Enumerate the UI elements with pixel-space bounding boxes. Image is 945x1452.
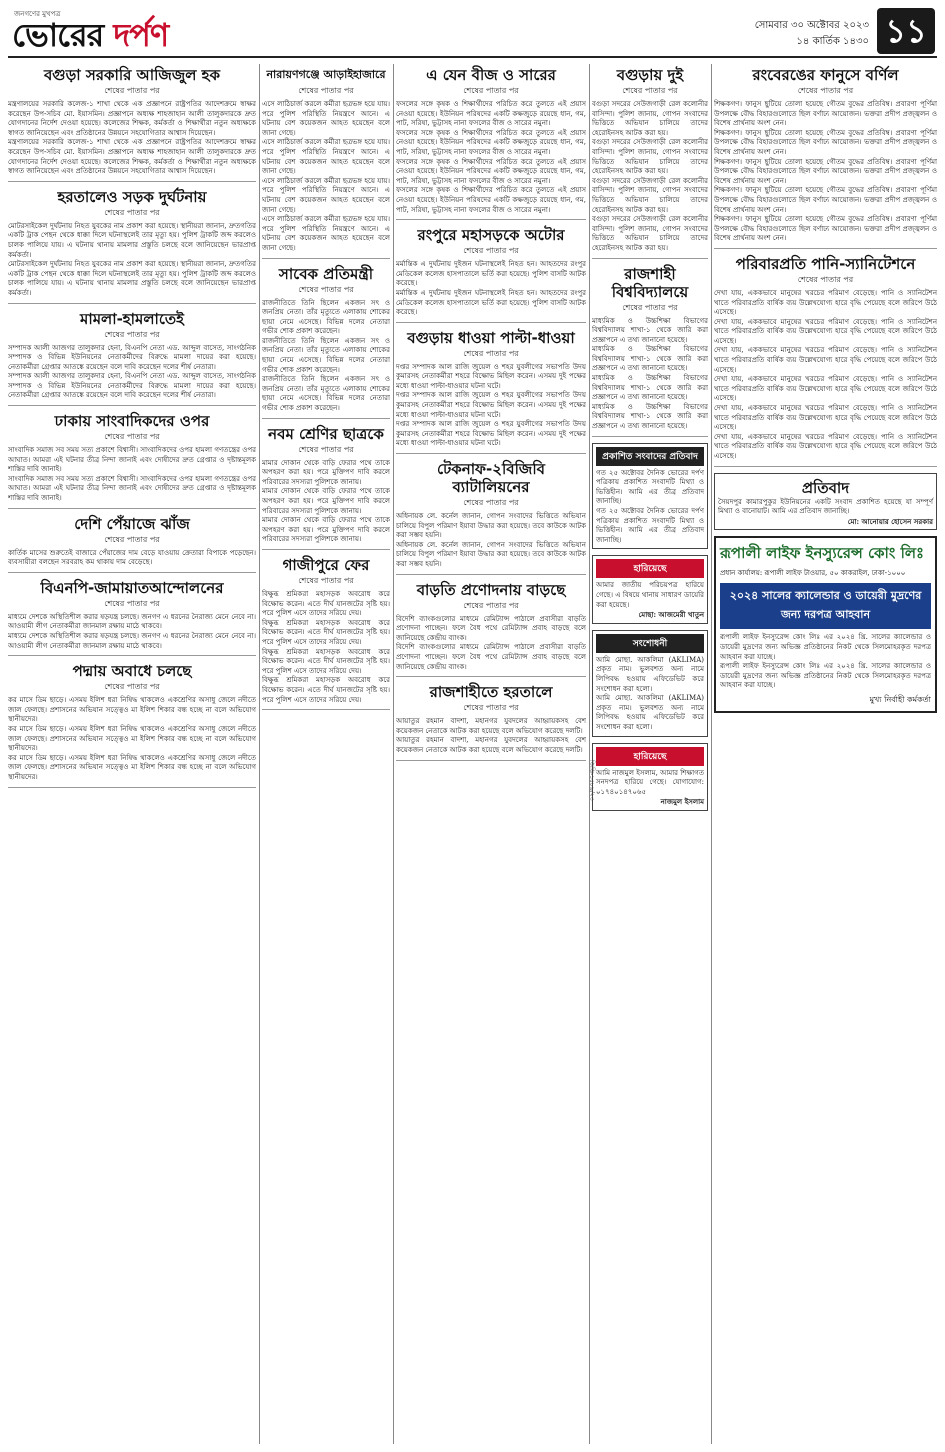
article-headline: মামলা-হামলাতেই <box>80 309 184 328</box>
article <box>592 66 708 259</box>
tagline: জনগণের মুখপত্র <box>14 10 61 18</box>
article-body-filler: বগুড়া সদরের সেউজগাড়ী রেল কলোনীর বাসিন্দা। পুলিশ জানায়, গোপন সংবাদের ভিত্তিতে অভিযান চালিয়ে তাদের হেরোইনসহ আটক করা হয়। <box>592 138 708 176</box>
article <box>396 683 586 760</box>
correction-body-filler: আমি মোছা. আকলিমা (AKLIMA) প্রকৃত নাম। ভুলবশত অন্য নামে লিপিবদ্ধ হওয়ায় এফিডেভিট করে সংশোধন করা হলো। <box>596 694 704 731</box>
article-headline: গাজীপুরে ফের <box>282 555 370 574</box>
article-headline: টেকনাফ-২বিজিবি ব্যাটালিয়নের <box>437 460 545 497</box>
article <box>8 310 256 407</box>
article-body-filler: মাধ্যমে দেশকে অস্থিতিশীল করার ষড়যন্ত্র চলছে। জনগণ এ ধরনের নৈরাজ্য মেনে নেবে না। আওয়ামী লীগ নেতাকর্মীরা জানমাল রক্ষায় মাঠে থাকবে। <box>8 632 256 650</box>
article-body: দেখা যায়, এককভাবে মানুষের খরচের পরিমাণ বেড়েছে। পানি ও স্যানিটেশন খাতে পরিবারপ্রতি বার্ষিক ব্যয় উল্লেখযোগ্য হারে বৃদ্ধি পেয়েছে বলে জরিপে উঠে এসেছে। <box>714 288 937 317</box>
article-body: শিক্ষকগণ। ফানুস ছুটিয়ে তোলা হয়েছে গৌতম বুদ্ধের প্রতিবিম্ব। প্রবারণা পূর্ণিমা উপলক্ষে বৌদ্ধ বিহারগুলোতে ছিল বর্ণাঢ্য আয়োজন। ভক্তরা প্রদীপ প্রজ্জ্বলন ও বিশেষ প্রার্থনায় অংশ নেন। <box>714 100 937 128</box>
continued-label: শেষের পাতার পর <box>104 534 160 544</box>
article-headline: রাজশাহীতে হরতালে <box>429 683 553 702</box>
logo-part2: দর্পণ <box>103 16 169 54</box>
article-body: সম্পাদক আলী আজগর তালুকদার হেনা, বিএনপি নেতা এড. আব্দুল বাসেত, সাংগঠনিক সম্পাদক ও বিভিন্ন ইউনিয়নের নেতাকর্মীদের বিরুদ্ধে মামলা দায়ের করা হয়েছে। নেতাকর্মীরা গ্রেপ্তার আতঙ্কে রয়েছেন বলে দাবি করেছেন দলের শীর্ষ নেতারা। <box>8 343 256 371</box>
newspaper-logo <box>12 10 168 64</box>
article-body-filler: দেখা যায়, এককভাবে মানুষের খরচের পরিমাণ বেড়েছে। পানি ও স্যানিটেশন খাতে পরিবারপ্রতি বার্ষিক ব্যয় উল্লেখযোগ্য হারে বৃদ্ধি পেয়েছে বলে জরিপে উঠে এসেছে। <box>714 317 937 345</box>
column-1 <box>8 64 256 1444</box>
article <box>8 579 256 656</box>
article-headline: হরতালেও সড়ক দুর্ঘটনায় <box>57 187 207 206</box>
continued-label: শেষের পাতার পর <box>104 598 160 608</box>
article-body-filler: বিক্ষুব্ধ শ্রমিকরা মহাসড়ক অবরোধ করে বিক্ষোভ করেন। এতে দীর্ঘ যানজটের সৃষ্টি হয়। পরে পুলিশ এসে তাদের সরিয়ে দেয়। <box>262 676 390 704</box>
article-headline: পদ্মায় অবাধে চলছে <box>72 662 192 681</box>
masthead <box>8 8 937 58</box>
notice-body: গত ২৫ অক্টোবর দৈনিক ভোরের দর্পণ পত্রিকায় প্রকাশিত সংবাদটি মিথ্যা ও ভিত্তিহীন। আমি এর তীব্র প্রতিবাদ জানাচ্ছি। <box>596 468 704 506</box>
article-body-filler: দপ্তর সম্পাদক আল রাজি জুয়েল ও শহর যুবলীগের সভাপতি উদয় কুমারসহ নেতাকর্মীরা শহরে বিক্ষোভ মিছিল করেন। এসময় দুই পক্ষের মধ্যে ধাওয়া পাল্টা-ধাওয়ার ঘটনা ঘটে। <box>396 420 586 448</box>
article-body: মোটরসাইকেল দুর্ঘটনায় নিহত যুবকের নাম প্রকাশ করা হয়েছে। স্থানীয়রা জানান, দ্রুতগতির একটি ট্রাক পেছন থেকে ধাক্কা দিলে ঘটনাস্থলেই তার মৃত্যু হয়। পুলিশ ট্রাকটি জব্দ করলেও চালক পালিয়ে যায়। এ ঘটনায় থানায় মামলার প্রস্তুতি চলছে বলে জানিয়েছেন ভারপ্রাপ্ত কর্মকর্তা। <box>8 221 256 259</box>
column-divider <box>393 64 394 1444</box>
article-body: মন্ত্রণালয়ের সরকারি কলেজ-১ শাখা থেকে এক প্রজ্ঞাপনে রাষ্ট্রপতির আদেশক্রমে স্বাক্ষর করেছেন উপ-সচিব মো. ইয়াসমিন। প্রজ্ঞাপনে অধ্যক্ষ শাহজাহান আলী তালুকদারকে দ্রুত যোগদানের নির্দেশ দেওয়া হয়েছে। কলেজের শিক্ষক, কর্মকর্তা ও শিক্ষার্থীরা নতুন অধ্যক্ষকে স্বাগত জানিয়েছেন এবং প্রতিষ্ঠানের উন্নয়নে সহযোগিতার আশ্বাস দিয়েছেন। <box>8 100 256 137</box>
correction-body: আমি মোছা. আকলিমা (AKLIMA) প্রকৃত নাম। ভুলবশত অন্য নামে লিপিবদ্ধ হওয়ায় এফিডেভিট করে সংশোধন করা হলো। <box>596 655 704 693</box>
article <box>8 515 256 573</box>
article-body-filler: মাধ্যমিক ও উচ্চশিক্ষা বিভাগের বিশ্ববিদ্যালয় শাখা-১ থেকে জারি করা প্রজ্ঞাপনে এ তথ্য জানানো হয়েছে। <box>592 345 708 373</box>
lost-notice-sign: নাজমুল ইসলাম <box>660 797 704 807</box>
article-body-filler: মর্মান্তিক এ দুর্ঘটনায় দুইজন ঘটনাস্থলেই নিহত হন। আহতদের রংপুর মেডিকেল কলেজ হাসপাতালে ভর্তি করা হয়েছে। পুলিশ বাসটি আটক করেছে। <box>396 288 586 317</box>
article-body-filler: ফসলের সঙ্গে কৃষক ও শিক্ষার্থীদের পরিচিত করে তুলতে এই প্রয়াস নেওয়া হয়েছে। ইউনিয়ন পরিষদের একটি কক্ষজুড়ে রয়েছে ধান, গম, পাট, সরিষা, ভুট্টাসহ নানা ফসলের বীজ ও সারের নমুনা। <box>396 157 586 185</box>
article-headline: ঢাকায় সাংবাদিকদের ওপর <box>54 412 210 431</box>
notice-box <box>592 443 708 550</box>
date-bengali: ১৪ কার্তিক ১৪৩০ <box>796 36 869 47</box>
article <box>262 556 390 710</box>
article-body-filler: শিক্ষকগণ। ফানুস ছুটিয়ে তোলা হয়েছে গৌতম বুদ্ধের প্রতিবিম্ব। প্রবারণা পূর্ণিমা উপলক্ষে বৌদ্ধ বিহারগুলোতে ছিল বর্ণাঢ্য আয়োজন। ভক্তরা প্রদীপ প্রজ্জ্বলন ও বিশেষ প্রার্থনায় অংশ নেন। <box>714 186 937 214</box>
column-5 <box>714 64 937 1444</box>
article <box>262 66 390 259</box>
continued-label: শেষের পাতার পর <box>463 86 519 95</box>
ad-body-filler: রূপালী লাইফ ইনস্যুরেন্স কোং লিঃ এর ২০২৪ খ্রি. সালের ক্যালেন্ডার ও ডায়েরী মুদ্রণের জন্য অভিজ্ঞ প্রতিষ্ঠানের নিকট থেকে সিলমোহরকৃত দরপত্র আহবান করা যাচ্ছে। <box>720 662 931 690</box>
article-body-filler: বিক্ষুব্ধ শ্রমিকরা মহাসড়ক অবরোধ করে বিক্ষোভ করেন। এতে দীর্ঘ যানজটের সৃষ্টি হয়। পরে পুলিশ এসে তাদের সরিয়ে দেয়। <box>262 647 390 675</box>
notice-body-filler: গত ২৫ অক্টোবর দৈনিক ভোরের দর্পণ পত্রিকায় প্রকাশিত সংবাদটি মিথ্যা ও ভিত্তিহীন। আমি এর তীব্র প্রতিবাদ জানাচ্ছি। <box>596 507 704 544</box>
article-body: বিদেশি ব্যাংকগুলোর মাধ্যমে রেমিট্যান্স পাঠালে প্রবাসীরা বাড়তি প্রণোদনা পাচ্ছেন। ফলে বৈধ পথে রেমিট্যান্স প্রবাহ বাড়ছে বলে জানিয়েছে কেন্দ্রীয় ব্যাংক। <box>396 614 586 642</box>
article-headline: বগুড়ায় দুই <box>616 66 684 84</box>
correction-box <box>592 630 708 737</box>
article-body-filler: কর মাসে ডিম ছাড়ে। এসময় ইলিশ ধরা নিষিদ্ধ থাকলেও একশ্রেণির অসাধু জেলে নদীতে জাল ফেলছে। প্রশাসনের অভিযান সত্ত্বেও মা ইলিশ শিকার বন্ধ হচ্ছে না বলে অভিযোগ স্থানীয়দের। <box>8 753 256 781</box>
continued-label: শেষের পাতার পর <box>104 432 160 442</box>
continued-label: শেষের পাতার পর <box>622 302 678 312</box>
article-headline: রাজশাহী বিশ্ববিদ্যালয়ে <box>611 264 689 301</box>
article-body: ফসলের সঙ্গে কৃষক ও শিক্ষার্থীদের পরিচিত করে তুলতে এই প্রয়াস নেওয়া হয়েছে। ইউনিয়ন পরিষদের একটি কক্ষজুড়ে রয়েছে ধান, গম, পাট, সরিষা, ভুট্টাসহ নানা ফসলের বীজ ও সারের নমুনা। <box>396 100 586 128</box>
article-body: মাধ্যমিক ও উচ্চশিক্ষা বিভাগের বিশ্ববিদ্যালয় শাখা-১ থেকে জারি করা প্রজ্ঞাপনে এ তথ্য জানানো হয়েছে। <box>592 316 708 344</box>
article-body-filler: মন্ত্রণালয়ের সরকারি কলেজ-১ শাখা থেকে এক প্রজ্ঞাপনে রাষ্ট্রপতির আদেশক্রমে স্বাক্ষর করেছেন উপ-সচিব মো. ইয়াসমিন। প্রজ্ঞাপনে অধ্যক্ষ শাহজাহান আলী তালুকদারকে দ্রুত যোগদানের নির্দেশ দেওয়া হয়েছে। কলেজের শিক্ষক, কর্মকর্তা ও শিক্ষার্থীরা নতুন অধ্যক্ষকে স্বাগত জানিয়েছেন এবং প্রতিষ্ঠানের উন্নয়নে সহযোগিতার আশ্বাস দিয়েছেন। <box>8 138 256 176</box>
continued-label: শেষের পাতার পর <box>298 284 354 294</box>
continued-label: শেষের পাতার পর <box>797 86 854 95</box>
insurance-ad <box>714 536 937 713</box>
article-body: রাজনীতিতে তিনি ছিলেন একজন সৎ ও জনপ্রিয় নেতা। তাঁর মৃত্যুতে এলাকায় শোকের ছায়া নেমে এসেছে। বিভিন্ন দলের নেতারা গভীর শোক প্রকাশ করেছেন। <box>262 298 390 336</box>
column-divider <box>589 64 590 1444</box>
article-body: মর্মান্তিক এ দুর্ঘটনায় দুইজন ঘটনাস্থলেই নিহত হন। আহতদের রংপুর মেডিকেল কলেজ হাসপাতালে ভর্তি করা হয়েছে। পুলিশ বাসটি আটক করেছে। <box>396 260 586 288</box>
article-body-filler: দপ্তর সম্পাদক আল রাজি জুয়েল ও শহর যুবলীগের সভাপতি উদয় কুমারসহ নেতাকর্মীরা শহরে বিক্ষোভ মিছিল করেন। এসময় দুই পক্ষের মধ্যে ধাওয়া পাল্টা-ধাওয়ার ঘটনা ঘটে। <box>396 391 586 419</box>
article-body: বগুড়া সদরের সেউজগাড়ী রেল কলোনীর বাসিন্দা। পুলিশ জানায়, গোপন সংবাদের ভিত্তিতে অভিযান চালিয়ে তাদের হেরোইনসহ আটক করা হয়। <box>592 100 708 137</box>
article-body-filler: ফসলের সঙ্গে কৃষক ও শিক্ষার্থীদের পরিচিত করে তুলতে এই প্রয়াস নেওয়া হয়েছে। ইউনিয়ন পরিষদের একটি কক্ষজুড়ে রয়েছে ধান, গম, পাট, সরিষা, ভুট্টাসহ নানা ফসলের বীজ ও সারের নমুনা। <box>396 128 586 156</box>
article <box>262 425 390 550</box>
article-headline: এ যেন বীজ ও সারের <box>426 66 556 84</box>
article-headline: বিএনপি-জামায়াতআন্দোলনের <box>40 578 224 597</box>
article-headline: নারায়ণগঞ্জে আড়াইহাজারে <box>266 68 386 81</box>
side-code: জিডি-১৫৮৯/২৩ <box>588 760 595 801</box>
column-divider <box>259 64 260 1444</box>
article <box>396 226 586 323</box>
article-body-filler: মামার দোকান থেকে বাড়ি ফেরার পথে তাকে অপহরণ করা হয়। পরে মুক্তিপণ দাবি করলে পরিবারের সদস্যরা পুলিশকে জানায়। <box>262 487 390 515</box>
continued-label: শেষের পাতার পর <box>797 274 854 284</box>
column-divider <box>711 64 712 1444</box>
article-body-filler: কর মাসে ডিম ছাড়ে। এসময় ইলিশ ধরা নিষিদ্ধ থাকলেও একশ্রেণির অসাধু জেলে নদীতে জাল ফেলছে। প্রশাসনের অভিযান সত্ত্বেও মা ইলিশ শিকার বন্ধ হচ্ছে না বলে অভিযোগ স্থানীয়দের। <box>8 724 256 753</box>
article-body-filler: এসে লাঠিচার্জ করলে কর্মীরা ছত্রভঙ্গ হয়ে যায়। পরে পুলিশ পরিস্থিতি নিয়ন্ত্রণে আনে। এ ঘটনায় বেশ কয়েকজন আহত হয়েছেন বলে জানা গেছে। <box>262 215 390 252</box>
article-body-filler: সাংবাদিক সমাজ সব সময় সত্য প্রকাশে বিশ্বাসী। সাংবাদিকদের ওপর হামলা গণতন্ত্রের ওপর আঘাত। আমরা এই ঘটনার তীব্র নিন্দা জানাই এবং দোষীদের দ্রুত গ্রেপ্তার ও দৃষ্টান্তমূলক শাস্তির দাবি জানাই। <box>8 474 256 503</box>
article-body-filler: দেখা যায়, এককভাবে মানুষের খরচের পরিমাণ বেড়েছে। পানি ও স্যানিটেশন খাতে পরিবারপ্রতি বার্ষিক ব্যয় উল্লেখযোগ্য হারে বৃদ্ধি পেয়েছে বলে জরিপে উঠে এসেছে। <box>714 346 937 374</box>
article-body-filler: মাধ্যমিক ও উচ্চশিক্ষা বিভাগের বিশ্ববিদ্যালয় শাখা-১ থেকে জারি করা প্রজ্ঞাপনে এ তথ্য জানানো হয়েছে। <box>592 374 708 402</box>
lost-notice-title: হারিয়েছে <box>596 747 704 766</box>
protest-box <box>714 473 937 531</box>
article-body-filler: মামার দোকান থেকে বাড়ি ফেরার পথে তাকে অপহরণ করা হয়। পরে মুক্তিপণ দাবি করলে পরিবারের সদস্যরা পুলিশকে জানায়। <box>262 516 390 544</box>
logo-part1: ভোরের <box>12 16 104 54</box>
continued-label: শেষের পাতার পর <box>622 86 678 95</box>
continued-label: শেষের পাতার পর <box>298 86 354 95</box>
notice-title: প্রকাশিত সংবাদের প্রতিবাদ <box>596 447 704 466</box>
continued-label: শেষের পাতার পর <box>463 600 519 610</box>
article-headline: পরিবারপ্রতি পানি-স্যানিটেশনে <box>735 254 916 273</box>
article-body: দপ্তর সম্পাদক আল রাজি জুয়েল ও শহর যুবলীগের সভাপতি উদয় কুমারসহ নেতাকর্মীরা শহরে বিক্ষোভ মিছিল করেন। এসময় দুই পক্ষের মধ্যে ধাওয়া পাল্টা-ধাওয়ার ঘটনা ঘটে। <box>396 362 586 390</box>
lost-notice-body: আমি নাজমুল ইসলাম, আমার শিক্ষাগত সনদপত্র হারিয়ে গেছে। যোগাযোগ: ০১৭৪০১৪৭০৬৫ <box>596 768 704 796</box>
article-body-filler: শিক্ষকগণ। ফানুস ছুটিয়ে তোলা হয়েছে গৌতম বুদ্ধের প্রতিবিম্ব। প্রবারণা পূর্ণিমা উপলক্ষে বৌদ্ধ বিহারগুলোতে ছিল বর্ণাঢ্য আয়োজন। ভক্তরা প্রদীপ প্রজ্জ্বলন ও বিশেষ প্রার্থনায় অংশ নেন। <box>714 157 937 185</box>
protest-body: সৈয়দপুর কামারপুকুর ইউনিয়নের একটি সংবাদ প্রকাশিত হয়েছে যা সম্পূর্ণ মিথ্যা ও বানোয়াট। আমি এর প্রতিবাদ জানাচ্ছি। <box>718 497 933 516</box>
continued-label: শেষের পাতার পর <box>463 348 519 358</box>
lost-notice-box <box>592 743 708 811</box>
continued-label: শেষের পাতার পর <box>298 444 354 454</box>
article-body-filler: সম্পাদক আলী আজগর তালুকদার হেনা, বিএনপি নেতা এড. আব্দুল বাসেত, সাংগঠনিক সম্পাদক ও বিভিন্ন ইউনিয়নের নেতাকর্মীদের বিরুদ্ধে মামলা দায়ের করা হয়েছে। নেতাকর্মীরা গ্রেপ্তার আতঙ্কে রয়েছেন বলে দাবি করেছেন দলের শীর্ষ নেতারা। <box>8 372 256 400</box>
article <box>396 66 586 220</box>
protest-sign: মো: আনোয়ার হোসেন সরকার <box>847 516 933 526</box>
continued-label: শেষের পাতার পর <box>104 207 160 217</box>
article <box>714 66 937 249</box>
article-body-filler: বগুড়া সদরের সেউজগাড়ী রেল কলোনীর বাসিন্দা। পুলিশ জানায়, গোপন সংবাদের ভিত্তিতে অভিযান চালিয়ে তাদের হেরোইনসহ আটক করা হয়। <box>592 176 708 214</box>
ad-brand: রূপালী লাইফ ইনস্যুরেন্স কোং লিঃ <box>720 544 925 563</box>
article <box>396 581 586 678</box>
column-3 <box>396 64 586 1444</box>
article-headline: বগুড়া সরকারি আজিজুল হক <box>43 66 221 84</box>
ad-body: রূপালী লাইফ ইনস্যুরেন্স কোং লিঃ এর ২০২৪ খ্রি. সালের ক্যালেন্ডার ও ডায়েরী মুদ্রণের জন্য অভিজ্ঞ প্রতিষ্ঠানের নিকট থেকে সিলমোহরকৃত দরপত্র আহবান করা যাচ্ছে। <box>720 633 931 661</box>
article-body-filler: বগুড়া সদরের সেউজগাড়ী রেল কলোনীর বাসিন্দা। পুলিশ জানায়, গোপন সংবাদের ভিত্তিতে অভিযান চালিয়ে তাদের হেরোইনসহ আটক করা হয়। <box>592 215 708 252</box>
article-headline: দেশি পেঁয়াজে ঝাঁজ <box>74 514 190 533</box>
article <box>8 188 256 304</box>
continued-label: শেষের পাতার পর <box>104 682 160 692</box>
article <box>714 255 937 467</box>
article-body-filler: এসে লাঠিচার্জ করলে কর্মীরা ছত্রভঙ্গ হয়ে যায়। পরে পুলিশ পরিস্থিতি নিয়ন্ত্রণে আনে। এ ঘটনায় বেশ কয়েকজন আহত হয়েছেন বলে জানা গেছে। <box>262 176 390 214</box>
continued-label: শেষের পাতার পর <box>298 575 354 585</box>
continued-label: শেষের পাতার পর <box>463 703 519 713</box>
ad-brand-sub: প্রধান কার্যালয়: রূপালী লাইফ টাওয়ার, ৫০ কাকরাইল, ঢাকা-১০০০ <box>720 569 906 578</box>
protest-title: প্রতিবাদ <box>801 478 850 497</box>
article-body: কার্তিক মাসের শুরুতেই বাজারে পেঁয়াজের দাম বেড়ে যাওয়ায় ক্রেতারা বিপাকে পড়েছেন। ব্যবসায়ীরা বলছেন সরবরাহ কম থাকায় দাম বেড়েছে। <box>8 548 256 567</box>
article-body-filler: রাজনীতিতে তিনি ছিলেন একজন সৎ ও জনপ্রিয় নেতা। তাঁর মৃত্যুতে এলাকায় শোকের ছায়া নেমে এসেছে। বিভিন্ন দলের নেতারা গভীর শোক প্রকাশ করেছেন। <box>262 375 390 413</box>
ad-sign: মুখ্য নির্বাহী কর্মকর্তা <box>869 694 931 704</box>
article-body-filler: আয়াতুর রহমান বাদশা, মহানগর যুবদলের আহ্বায়কসহ বেশ কয়েকজন নেতাকে আটক করা হয়েছে বলে অভিযোগ করেছে দলটি। <box>396 736 586 754</box>
article-body-filler: রাজনীতিতে তিনি ছিলেন একজন সৎ ও জনপ্রিয় নেতা। তাঁর মৃত্যুতে এলাকায় শোকের ছায়া নেমে এসেছে। বিভিন্ন দলের নেতারা গভীর শোক প্রকাশ করেছেন। <box>262 336 390 374</box>
article-headline: সাবেক প্রতিমন্ত্রী <box>278 264 374 283</box>
article-body-filler: বিক্ষুব্ধ শ্রমিকরা মহাসড়ক অবরোধ করে বিক্ষোভ করেন। এতে দীর্ঘ যানজটের সৃষ্টি হয়। পরে পুলিশ এসে তাদের সরিয়ে দেয়। <box>262 618 390 646</box>
continued-label: শেষের পাতার পর <box>463 246 519 256</box>
article-body: সাংবাদিক সমাজ সব সময় সত্য প্রকাশে বিশ্বাসী। সাংবাদিকদের ওপর হামলা গণতন্ত্রের ওপর আঘাত। আমরা এই ঘটনার তীব্র নিন্দা জানাই এবং দোষীদের দ্রুত গ্রেপ্তার ও দৃষ্টান্তমূলক শাস্তির দাবি জানাই। <box>8 446 256 474</box>
lost-notice-sign: মোছা: আজমেরী খাতুন <box>638 610 704 620</box>
article <box>396 460 586 575</box>
lost-notice-title: হারিয়েছে <box>596 559 704 578</box>
article-headline: বাড়তি প্রণোদনায় বাড়ছে <box>416 580 566 599</box>
lost-notice-box <box>592 555 708 623</box>
article-body: অধিনায়ক লে. কর্নেল জানান, গোপন সংবাদের ভিত্তিতে অভিযান চালিয়ে বিপুল পরিমাণ ইয়াবা উদ্ধার করা হয়েছে। তবে কাউকে আটক করা সম্ভব হয়নি। <box>396 512 586 540</box>
article-headline: নবম শ্রেণির ছাত্রকে <box>268 424 384 443</box>
article <box>592 265 708 437</box>
ad-banner: ২০২৪ সালের ক্যালেন্ডার ও ডায়েরী মুদ্রণের জন্য দরপত্র আহবান <box>720 583 931 629</box>
article-body-filler: ফসলের সঙ্গে কৃষক ও শিক্ষার্থীদের পরিচিত করে তুলতে এই প্রয়াস নেওয়া হয়েছে। ইউনিয়ন পরিষদের একটি কক্ষজুড়ে রয়েছে ধান, গম, পাট, সরিষা, ভুট্টাসহ নানা ফসলের বীজ ও সারের নমুনা। <box>396 186 586 214</box>
continued-label: শেষের পাতার পর <box>104 86 160 95</box>
correction-title: সংশোধনী <box>596 634 704 653</box>
article-body-filler: মোটরসাইকেল দুর্ঘটনায় নিহত যুবকের নাম প্রকাশ করা হয়েছে। স্থানীয়রা জানান, দ্রুতগতির একটি ট্রাক পেছন থেকে ধাক্কা দিলে ঘটনাস্থলেই তার মৃত্যু হয়। পুলিশ ট্রাকটি জব্দ করলেও চালক পালিয়ে যায়। এ ঘটনায় থানায় মামলার প্রস্তুতি চলছে বলে জানিয়েছেন ভারপ্রাপ্ত কর্মকর্তা। <box>8 260 256 297</box>
article-body: আয়াতুর রহমান বাদশা, মহানগর যুবদলের আহ্বায়কসহ বেশ কয়েকজন নেতাকে আটক করা হয়েছে বলে অভিযোগ করেছে দলটি। <box>396 717 586 735</box>
article-body-filler: দেখা যায়, এককভাবে মানুষের খরচের পরিমাণ বেড়েছে। পানি ও স্যানিটেশন খাতে পরিবারপ্রতি বার্ষিক ব্যয় উল্লেখযোগ্য হারে বৃদ্ধি পেয়েছে বলে জরিপে উঠে এসেছে। <box>714 375 937 403</box>
article <box>8 662 256 787</box>
article-headline: বগুড়ায় ধাওয়া পাল্টা-ধাওয়া <box>407 328 575 347</box>
article-body-filler: দেখা যায়, এককভাবে মানুষের খরচের পরিমাণ বেড়েছে। পানি ও স্যানিটেশন খাতে পরিবারপ্রতি বার্ষিক ব্যয় উল্লেখযোগ্য হারে বৃদ্ধি পেয়েছে বলে জরিপে উঠে এসেছে। <box>714 404 937 432</box>
article-body-filler: অধিনায়ক লে. কর্নেল জানান, গোপন সংবাদের ভিত্তিতে অভিযান চালিয়ে বিপুল পরিমাণ ইয়াবা উদ্ধার করা হয়েছে। তবে কাউকে আটক করা সম্ভব হয়নি। <box>396 540 586 568</box>
continued-label: শেষের পাতার পর <box>104 329 160 339</box>
column-4 <box>592 64 708 1444</box>
column-2 <box>262 64 390 1444</box>
article-body: মামার দোকান থেকে বাড়ি ফেরার পথে তাকে অপহরণ করা হয়। পরে মুক্তিপণ দাবি করলে পরিবারের সদস্যরা পুলিশকে জানায়। <box>262 458 390 486</box>
article-body-filler: বিদেশি ব্যাংকগুলোর মাধ্যমে রেমিট্যান্স পাঠালে প্রবাসীরা বাড়তি প্রণোদনা পাচ্ছেন। ফলে বৈধ পথে রেমিট্যান্স প্রবাহ বাড়ছে বলে জানিয়েছে কেন্দ্রীয় ব্যাংক। <box>396 643 586 671</box>
article-body-filler: দেখা যায়, এককভাবে মানুষের খরচের পরিমাণ বেড়েছে। পানি ও স্যানিটেশন খাতে পরিবারপ্রতি বার্ষিক ব্যয় উল্লেখযোগ্য হারে বৃদ্ধি পেয়েছে বলে জরিপে উঠে এসেছে। <box>714 432 937 460</box>
article-headline: রংবেরঙের ফানুসে বর্ণিল <box>752 66 899 84</box>
lost-notice-body: আমার জাতীয় পরিচয়পত্র হারিয়ে গেছে। এ বিষয়ে থানায় সাধারণ ডায়েরি করা হয়েছে। <box>596 581 704 609</box>
page-number: ১১ <box>877 8 935 54</box>
date-gregorian: সোমবার ৩০ অক্টোবর ২০২৩ <box>754 20 869 31</box>
article <box>262 265 390 419</box>
article <box>8 66 256 182</box>
article-body-filler: শিক্ষকগণ। ফানুস ছুটিয়ে তোলা হয়েছে গৌতম বুদ্ধের প্রতিবিম্ব। প্রবারণা পূর্ণিমা উপলক্ষে বৌদ্ধ বিহারগুলোতে ছিল বর্ণাঢ্য আয়োজন। ভক্তরা প্রদীপ প্রজ্জ্বলন ও বিশেষ প্রার্থনায় অংশ নেন। <box>714 215 937 243</box>
article <box>8 412 256 509</box>
article-headline: রংপুরে মহাসড়কে অটোর <box>417 226 565 245</box>
article <box>396 329 586 454</box>
article-body: এসে লাঠিচার্জ করলে কর্মীরা ছত্রভঙ্গ হয়ে যায়। পরে পুলিশ পরিস্থিতি নিয়ন্ত্রণে আনে। এ ঘটনায় বেশ কয়েকজন আহত হয়েছেন বলে জানা গেছে। <box>262 100 390 137</box>
article-body: মাধ্যমে দেশকে অস্থিতিশীল করার ষড়যন্ত্র চলছে। জনগণ এ ধরনের নৈরাজ্য মেনে নেবে না। আওয়ামী লীগ নেতাকর্মীরা জানমাল রক্ষায় মাঠে থাকবে। <box>8 612 256 631</box>
article-body: কর মাসে ডিম ছাড়ে। এসময় ইলিশ ধরা নিষিদ্ধ থাকলেও একশ্রেণির অসাধু জেলে নদীতে জাল ফেলছে। প্রশাসনের অভিযান সত্ত্বেও মা ইলিশ শিকার বন্ধ হচ্ছে না বলে অভিযোগ স্থানীয়দের। <box>8 696 256 724</box>
article-body: বিক্ষুব্ধ শ্রমিকরা মহাসড়ক অবরোধ করে বিক্ষোভ করেন। এতে দীর্ঘ যানজটের সৃষ্টি হয়। পরে পুলিশ এসে তাদের সরিয়ে দেয়। <box>262 589 390 618</box>
article-body-filler: মাধ্যমিক ও উচ্চশিক্ষা বিভাগের বিশ্ববিদ্যালয় শাখা-১ থেকে জারি করা প্রজ্ঞাপনে এ তথ্য জানানো হয়েছে। <box>592 402 708 431</box>
article-body-filler: এসে লাঠিচার্জ করলে কর্মীরা ছত্রভঙ্গ হয়ে যায়। পরে পুলিশ পরিস্থিতি নিয়ন্ত্রণে আনে। এ ঘটনায় বেশ কয়েকজন আহত হয়েছেন বলে জানা গেছে। <box>262 138 390 176</box>
article-body-filler: শিক্ষকগণ। ফানুস ছুটিয়ে তোলা হয়েছে গৌতম বুদ্ধের প্রতিবিম্ব। প্রবারণা পূর্ণিমা উপলক্ষে বৌদ্ধ বিহারগুলোতে ছিল বর্ণাঢ্য আয়োজন। ভক্তরা প্রদীপ প্রজ্জ্বলন ও বিশেষ প্রার্থনায় অংশ নেন। <box>714 128 937 156</box>
continued-label: শেষের পাতার পর <box>463 498 519 508</box>
